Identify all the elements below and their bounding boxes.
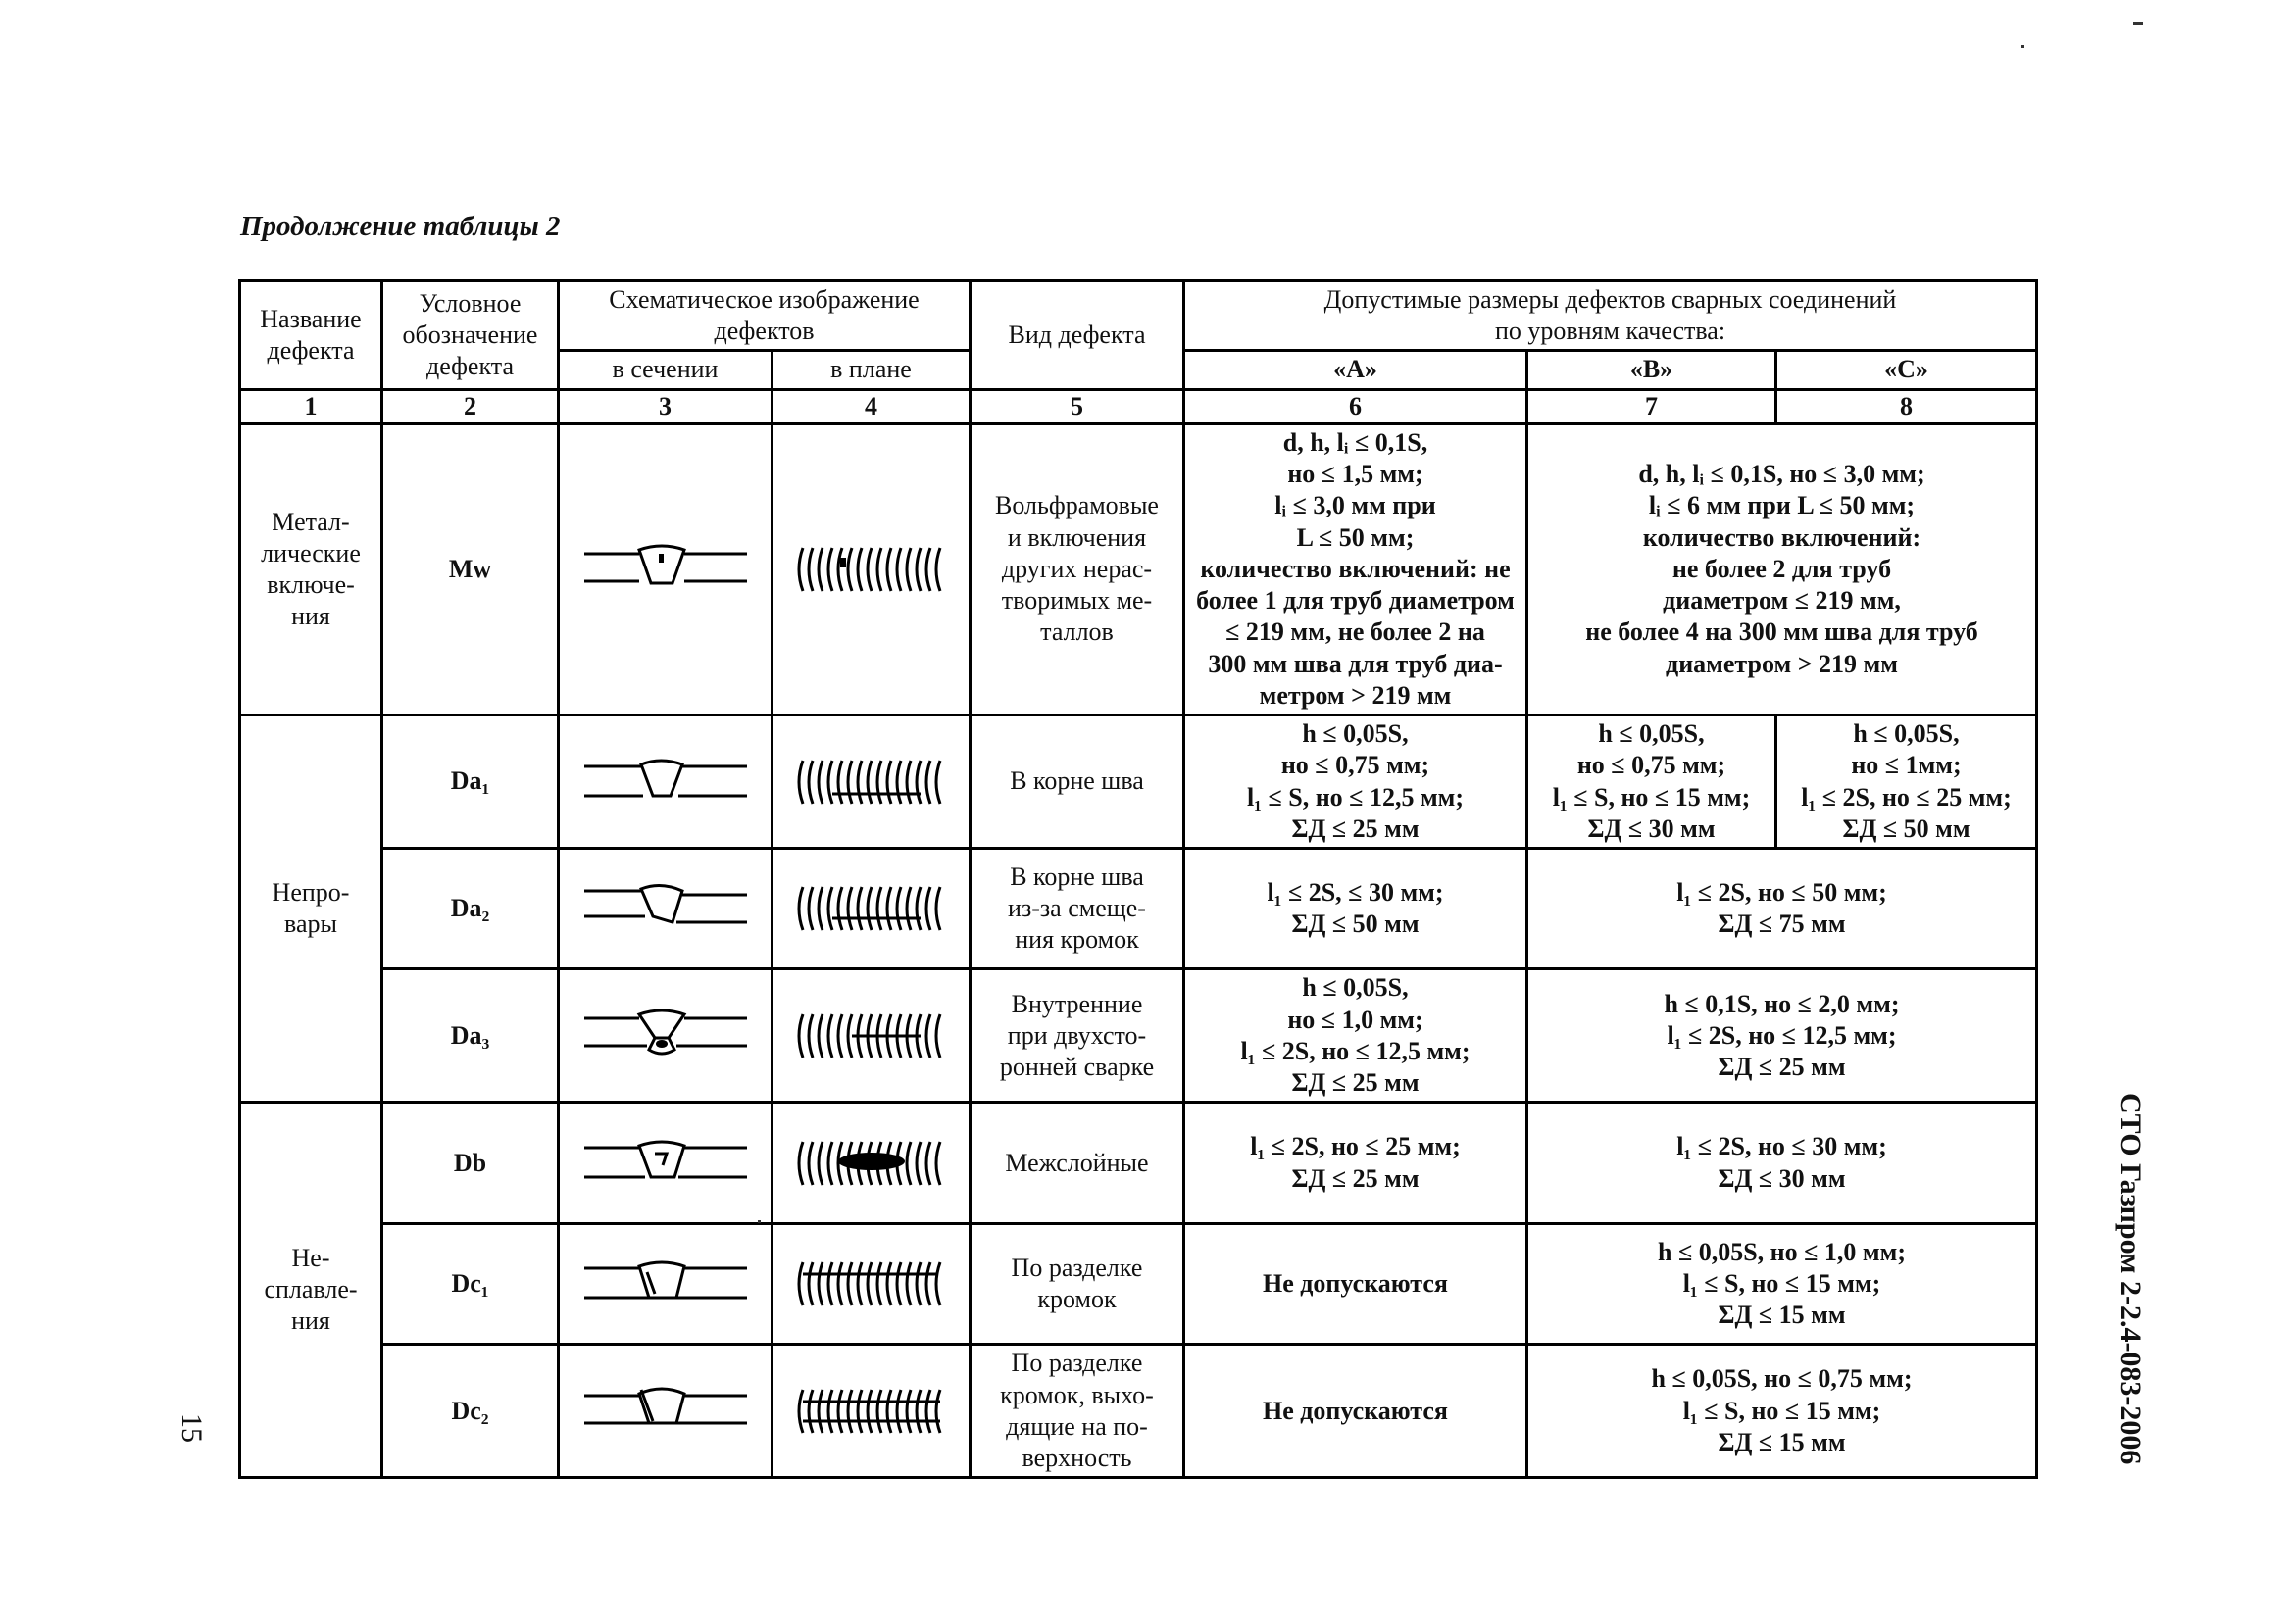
defect-code: Dc₂: [382, 1345, 559, 1478]
table-row: [240, 1345, 2037, 1478]
level-a-limits: h ≤ 0,05S, но ≤ 1,0 мм; l₁ ≤ 2S, но ≤ 12,5 мм; ΣД ≤ 25 мм: [1184, 969, 1527, 1103]
level-bc-limits: l₁ ≤ 2S, но ≤ 30 мм; ΣД ≤ 30 мм: [1527, 1103, 2037, 1223]
weld-plan-surface-breaking-icon: [793, 1384, 950, 1439]
table-row: [240, 715, 2037, 849]
level-a-limits: l₁ ≤ 2S, но ≤ 25 мм; ΣД ≤ 25 мм: [1184, 1103, 1527, 1223]
header-code: Условное обозначение дефекта: [382, 281, 559, 390]
col-number: 1: [240, 389, 382, 423]
scan-speck: [2133, 22, 2143, 25]
level-bc-limits: h ≤ 0,05S, но ≤ 1,0 мм; l₁ ≤ S, но ≤ 15 мм; ΣД ≤ 15 мм: [1527, 1223, 2037, 1344]
scan-speck: [2021, 45, 2024, 48]
section-sketch-dc2: [559, 1345, 773, 1478]
table-row: [240, 1223, 2037, 1344]
defect-kind: В корне шва из-за смеще- ния кромок: [971, 848, 1184, 968]
weld-section-surface-breaking-icon: [582, 1382, 749, 1441]
plan-sketch-da2: [773, 848, 971, 968]
col-number: 6: [1184, 389, 1527, 423]
plan-sketch-da3: [773, 969, 971, 1103]
defect-group-name: Метал- лические включе- ния: [240, 423, 382, 714]
section-sketch-db: [559, 1103, 773, 1223]
table-caption: Продолжение таблицы 2: [240, 211, 561, 242]
level-c-limits: h ≤ 0,05S, но ≤ 1мм; l₁ ≤ 2S, но ≤ 25 мм; ΣД ≤ 50 мм: [1776, 715, 2037, 849]
plan-sketch-db: [773, 1103, 971, 1223]
header-level-c: «С»: [1776, 351, 2037, 389]
level-b-limits: h ≤ 0,05S, но ≤ 0,75 мм; l₁ ≤ S, но ≤ 15 мм; ΣД ≤ 30 мм: [1527, 715, 1776, 849]
section-sketch-da2: [559, 848, 773, 968]
weld-section-inclusion-icon: [582, 540, 749, 599]
level-a-limits: d, h, lᵢ ≤ 0,1S, но ≤ 1,5 мм; lᵢ ≤ 3,0 мм при L ≤ 50 мм; количество включений: не более 1 для труб диаметром ≤ 219 мм, не более 2 на 300 мм шва для труб диа- метром > 219 мм: [1184, 423, 1527, 714]
defect-kind: По разделке кромок, выхо- дящие на по- верхность: [971, 1345, 1184, 1478]
weld-section-edge-fusion-icon: [582, 1256, 749, 1311]
defect-kind: Межслойные: [971, 1103, 1184, 1223]
weld-section-double-sided-icon: [582, 1005, 749, 1067]
defect-code: Dc₁: [382, 1223, 559, 1344]
header-schematic: Схематическое изображение дефектов: [559, 281, 971, 351]
defect-code: Da₂: [382, 848, 559, 968]
plan-sketch-dc1: [773, 1223, 971, 1344]
header-section: в сечении: [559, 351, 773, 389]
weld-plan-double-sided-icon: [793, 1009, 950, 1063]
level-bc-limits: h ≤ 0,1S, но ≤ 2,0 мм; l₁ ≤ 2S, но ≤ 12,5 мм; ΣД ≤ 25 мм: [1527, 969, 2037, 1103]
weld-plan-inclusion-icon: [793, 542, 950, 597]
defect-code: Mw: [382, 423, 559, 714]
plan-sketch-da1: [773, 715, 971, 849]
table-row: [240, 1103, 2037, 1223]
level-a-limits: Не допускаются: [1184, 1223, 1527, 1344]
weld-plan-edge-fusion-icon: [793, 1256, 950, 1311]
defect-kind: Вольфрамовые и включения других нерас- творимых ме- таллов: [971, 423, 1184, 714]
defect-code: Db: [382, 1103, 559, 1223]
level-bc-limits: h ≤ 0,05S, но ≤ 0,75 мм; l₁ ≤ S, но ≤ 15 мм; ΣД ≤ 15 мм: [1527, 1345, 2037, 1478]
table-row: [240, 423, 2037, 714]
defect-group-name: Не- сплавле- ния: [240, 1103, 382, 1478]
col-number: 5: [971, 389, 1184, 423]
weld-section-interlayer-icon: [582, 1136, 749, 1191]
level-a-limits: h ≤ 0,05S, но ≤ 0,75 мм; l₁ ≤ S, но ≤ 12,5 мм; ΣД ≤ 25 мм: [1184, 715, 1527, 849]
header-kind: Вид дефекта: [971, 281, 1184, 390]
weld-section-lack-of-penetration-icon: [582, 755, 749, 810]
weld-plan-lack-of-penetration-icon: [793, 755, 950, 810]
table-row: [240, 848, 2037, 968]
defect-kind: Внутренние при двухсто- ронней сварке: [971, 969, 1184, 1103]
plan-sketch-mw: [773, 423, 971, 714]
header-plan: в плане: [773, 351, 971, 389]
col-number: 4: [773, 389, 971, 423]
level-bc-limits: d, h, lᵢ ≤ 0,1S, но ≤ 3,0 мм; lᵢ ≤ 6 мм при L ≤ 50 мм; количество включений: не более 2 для труб диаметром ≤ 219 мм, не более 4 на 300 мм шва для труб диаметром > 219 мм: [1527, 423, 2037, 714]
scan-speck: [758, 1220, 761, 1223]
weld-plan-interlayer-icon: [793, 1136, 950, 1191]
defects-table: [238, 279, 2038, 1479]
header-name: Название дефекта: [240, 281, 382, 390]
weld-section-edge-misalignment-icon: [582, 881, 749, 936]
section-sketch-da1: [559, 715, 773, 849]
defect-code: Da₃: [382, 969, 559, 1103]
header-level-a: «А»: [1184, 351, 1527, 389]
weld-plan-edge-misalignment-icon: [793, 881, 950, 936]
document-designation: СТО Газпром 2-2.4-083-2006: [2115, 1093, 2147, 1465]
level-a-limits: l₁ ≤ 2S, ≤ 30 мм; ΣД ≤ 50 мм: [1184, 848, 1527, 968]
header-level-b: «В»: [1527, 351, 1776, 389]
column-numbers-row: [240, 389, 2037, 423]
defect-kind: В корне шва: [971, 715, 1184, 849]
level-a-limits: Не допускаются: [1184, 1345, 1527, 1478]
section-sketch-mw: [559, 423, 773, 714]
section-sketch-da3: [559, 969, 773, 1103]
defect-kind: По разделке кромок: [971, 1223, 1184, 1344]
col-number: 2: [382, 389, 559, 423]
col-number: 8: [1776, 389, 2037, 423]
defect-group-name: Непро- вары: [240, 715, 382, 1103]
col-number: 7: [1527, 389, 1776, 423]
table-row: [240, 969, 2037, 1103]
page-number: 15: [175, 1413, 208, 1443]
defect-code: Da₁: [382, 715, 559, 849]
section-sketch-dc1: [559, 1223, 773, 1344]
header-allowed: Допустимые размеры дефектов сварных соединений по уровням качества:: [1184, 281, 2037, 351]
col-number: 3: [559, 389, 773, 423]
plan-sketch-dc2: [773, 1345, 971, 1478]
level-bc-limits: l₁ ≤ 2S, но ≤ 50 мм; ΣД ≤ 75 мм: [1527, 848, 2037, 968]
